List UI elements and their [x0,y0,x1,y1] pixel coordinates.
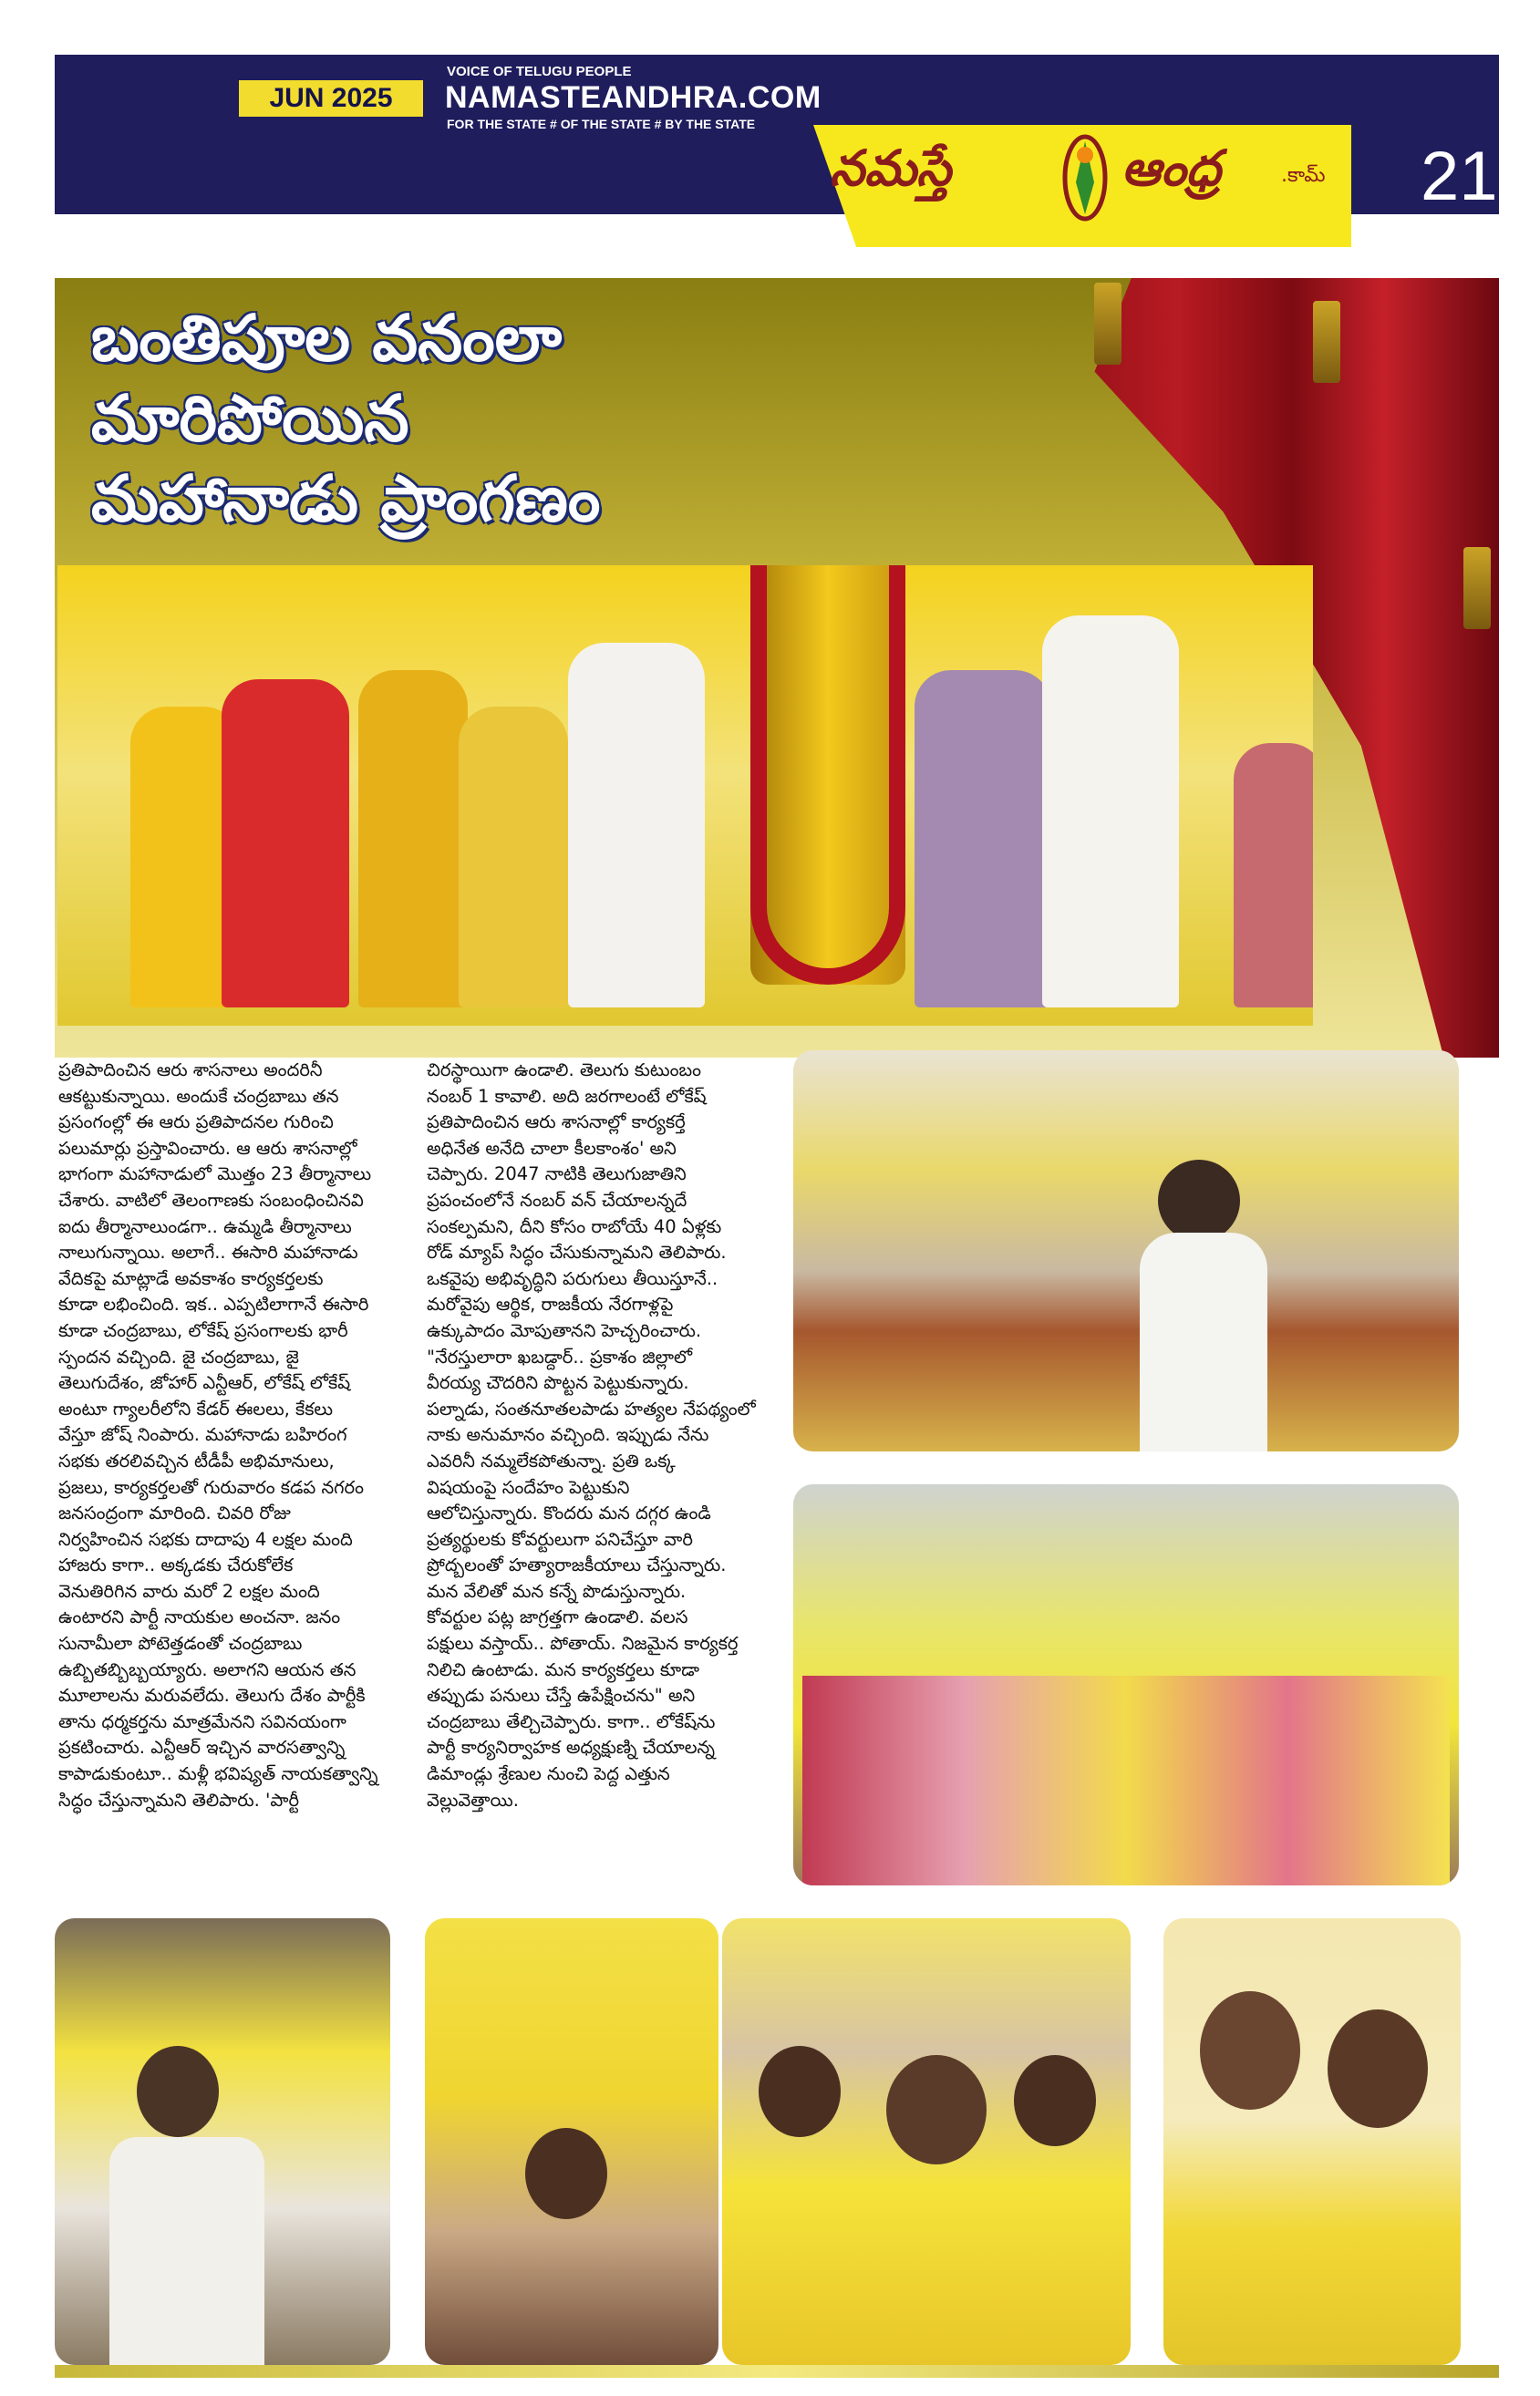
person-image [1234,743,1313,1007]
tagline-top: VOICE OF TELUGU PEOPLE [447,64,632,79]
headline-line-1: బంతిపూల వనంలా [91,301,563,376]
article-line: ఆకట్టుకున్నాయి. అందుకే చంద్రబాబు తన [58,1085,339,1107]
article-line: మూలాలను మరువలేదు. తెలుగు దేశం పార్టీకి [58,1685,366,1707]
photo-speech-at-podium [793,1050,1459,1451]
article-line: డిమాండ్లు శ్రేణుల నుంచి పెద్ద ఎత్తున [427,1763,670,1785]
footer-bar [55,2365,1499,2378]
article-line: వీరయ్య చౌదరిని పొట్టన పెట్టుకున్నారు. [427,1372,689,1394]
article-line: ప్రత్యర్థులకు కోవర్టులుగా పనిచేస్తూ వారి [427,1528,693,1550]
article-line: స్పందన వచ్చింది. జై చంద్రబాబు, జై [58,1346,299,1368]
person-image [222,679,349,1007]
article-line: కూడా చంద్రబాబు, లోకేష్ ప్రసంగాలకు భారీ [58,1319,348,1341]
article-line: వేదికపై మాట్లాడే అవకాశం కార్యకర్తలకు [58,1267,324,1289]
article-line: భాగంగా మహానాడులో మొత్తం 23 తీర్మానాలు [58,1163,372,1185]
article-line: జనసంద్రంగా మారింది. చివరి రోజు [58,1503,291,1524]
issue-date: JUN 2025 [239,80,423,117]
tagline-bottom: FOR THE STATE # OF THE STATE # BY THE STATE [447,117,756,131]
garland-image [750,565,905,985]
person-image [759,2046,841,2137]
article-line: ఉక్కుపాదం మోపుతానని హెచ్చరించారు. [427,1319,702,1341]
person-image [459,707,568,1007]
article-line: నిర్వహించిన సభకు దాదాపు 4 లక్షల మంది [58,1528,353,1550]
person-image [886,2055,987,2164]
article-line: ఒకవైపు అభివృద్ధిని పరుగులు తీయిస్తూనే.. [427,1267,718,1289]
speaker-image [1158,1160,1240,1242]
article-line: చేశారు. వాటిలో తెలంగాణకు సంబంధించినవి [58,1189,364,1211]
article-line: కాపాడుకుంటూ.. మళ్లీ భవిష్యత్ నాయకత్వాన్ని [58,1763,378,1785]
article-line: నంబర్ 1 కావాలి. అది జరగాలంటే లోకేష్ [427,1085,707,1107]
article-line: తెలుగుదేశం, జోహార్ ఎన్టీఆర్, లోకేష్ లోకేష్ [58,1372,351,1394]
article-line: ఉబ్బితబ్బిబ్బయ్యారు. అలాగని ఆయన తన [58,1658,357,1680]
article-column-2 [427,1058,778,1813]
person-image [915,670,1051,1007]
article-line: చంద్రబాబు తేల్చిచెప్పారు. కాగా.. లోకేష్‌ను [427,1710,716,1732]
article-line: ప్రజలు, కార్యకర్తలతో గురువారం కడప నగరం [58,1476,364,1498]
article-line: "నేరస్తులారా ఖబడ్దార్.. ప్రకాశం జిల్లాలో [427,1346,693,1368]
article-line: ప్రకటించారు. ఎన్టీఆర్ ఇచ్చిన వారసత్వాన్ని [58,1737,346,1759]
article-line: ప్రసంగంల్లో ఈ ఆరు ప్రతిపాదనల గురించి [58,1111,334,1133]
person-image [109,2137,264,2365]
photo-elder-with-cycle-flag [55,1918,390,2365]
page-number: 21 [1421,138,1498,215]
article-line: పల్నాడు, సంతనూతలపాడు హత్యల నేపథ్యంలో [427,1398,756,1420]
curtain-tassel-image [1463,547,1491,629]
photo-two-leaders-smiling [1163,1918,1461,2365]
hero-photo-statue-garlanding [57,565,1313,1026]
article-line: పక్షులు వస్తాయ్.. పోతాయ్. నిజమైన కార్యకర్త [427,1633,739,1655]
logo-emblem-icon [1058,128,1112,228]
article-line: నాలుగున్నాయి. అలాగే.. ఈసారి మహానాడు [58,1242,358,1264]
person-image [1200,1991,1300,2110]
speaker-body-image [1140,1233,1267,1451]
article-line: ఉంటారని పార్టీ నాయకుల అంచనా. జనం [58,1606,341,1628]
article-line: చిరస్థాయిగా ఉండాలి. తెలుగు కుటుంబం [427,1059,702,1080]
article-line: విషయంపై సందేహం పెట్టుకుని [427,1476,630,1498]
logo-word-left: నమస్తే [830,139,951,197]
crowd-image [802,1676,1450,1885]
site-name: NAMASTEANDHRA.COM [445,80,822,115]
article-line: పలుమార్లు ప్రస్తావించారు. ఆ ఆరు శాసనాల్లో [58,1137,357,1159]
article-line: కూడా లభించింది. ఇక.. ఎప్పటిలాగానే ఈసారి [58,1294,369,1316]
person-image [568,643,705,1007]
headline-line-3: మహానాడు ప్రాంగణం [91,461,601,536]
article-line: ప్రపంచంలోనే నంబర్ వన్ చేయాలన్నదే [427,1189,687,1211]
article-line: తప్పుడు పనులు చేస్తే ఉపేక్షించను" అని [427,1685,696,1707]
article-line: ఆలోచిస్తున్నారు. కొందరు మన దగ్గర ఉండి [427,1503,711,1524]
person-image [1014,2055,1096,2146]
article-column-1 [58,1058,405,1813]
article-line: నిలిచి ఉంటాడు. మన కార్యకర్తలు కూడా [427,1658,699,1680]
article-line: వెనుతిరిగిన వారు మరో 2 లక్షల మంది [58,1580,320,1602]
article-line: అంటూ గ్యాలరీలోని కేడర్ ఈలలు, కేకలు [58,1398,333,1420]
article-line: కోవర్టుల పట్ల జాగ్రత్తగా ఉండాలి. వలస [427,1606,688,1628]
article-line: పార్టీ కార్యనిర్వాహక అధ్యక్షుణ్ని చేయాలన్న [427,1737,716,1759]
person-image [1328,2009,1428,2128]
curtain-tassel-image [1313,301,1340,383]
article-line: హాజరు కాగా.. అక్కడకు చేరుకోలేక [58,1554,294,1576]
person-image [358,670,468,1007]
logo-word-right: ఆంధ్ర [1121,139,1221,197]
headline-line-2: మారిపోయిన [91,381,409,456]
article-line: సభకు తరలివచ్చిన టీడీపీ అభిమానులు, [58,1450,335,1472]
article-line: నాకు అనుమానం వచ్చింది. ఇప్పుడు నేను [427,1424,709,1446]
article-line: సిద్ధం చేస్తున్నామని తెలిపారు. 'పార్టీ [58,1789,300,1811]
article-line: అధినేత అనేది చాలా కీలకాంశం' అని [427,1137,677,1159]
curtain-tassel-image [1094,283,1121,365]
logo-suffix: .కామ్ [1281,164,1326,187]
article-line: సంకల్పమని, దీని కోసం రాబోయే 40 ఏళ్లకు [427,1215,722,1237]
person-image [1042,615,1179,1007]
photo-women-with-flags [793,1484,1459,1885]
photo-cheering-supporter [425,1918,718,2365]
photo-leaders-on-stage [722,1918,1131,2365]
article-line: ప్రోద్బలంతో హత్యారాజకీయాలు చేస్తున్నారు. [427,1554,727,1576]
article-line: తాను ధర్మకర్తను మాత్రమేనని సవినయంగా [58,1710,346,1732]
article-line: సునామీలా పోటెత్తడంతో చంద్రబాబు [58,1633,303,1655]
article-line: ఎవరినీ నమ్మలేకపోతున్నా. ప్రతి ఒక్క [427,1450,676,1472]
article-line: మన వేలితో మన కన్నే పొడుస్తున్నారు. [427,1580,687,1602]
person-image [525,2128,607,2219]
article-line: వేస్తూ జోష్ నింపారు. మహానాడు బహిరంగ [58,1424,347,1446]
article-line: వెల్లువెత్తాయి. [427,1789,519,1811]
article-line: రోడ్ మ్యాప్ సిద్ధం చేసుకున్నామని తెలిపారు. [427,1242,727,1264]
article-line: ఐదు తీర్మానాలుండగా.. ఉమ్మడి తీర్మానాలు [58,1215,352,1237]
article-line: ప్రతిపాదించిన ఆరు శాసనాలు అందరినీ [58,1059,323,1080]
article-line: ప్రతిపాదించిన ఆరు శాసనాల్లో కార్యకర్తే [427,1111,686,1133]
article-line: మరోవైపు ఆర్థిక, రాజకీయ నేరగాళ్లపై [427,1294,674,1316]
person-image [137,2046,219,2137]
article-line: చెప్పారు. 2047 నాటికి తెలుగుజాతిని [427,1163,687,1185]
